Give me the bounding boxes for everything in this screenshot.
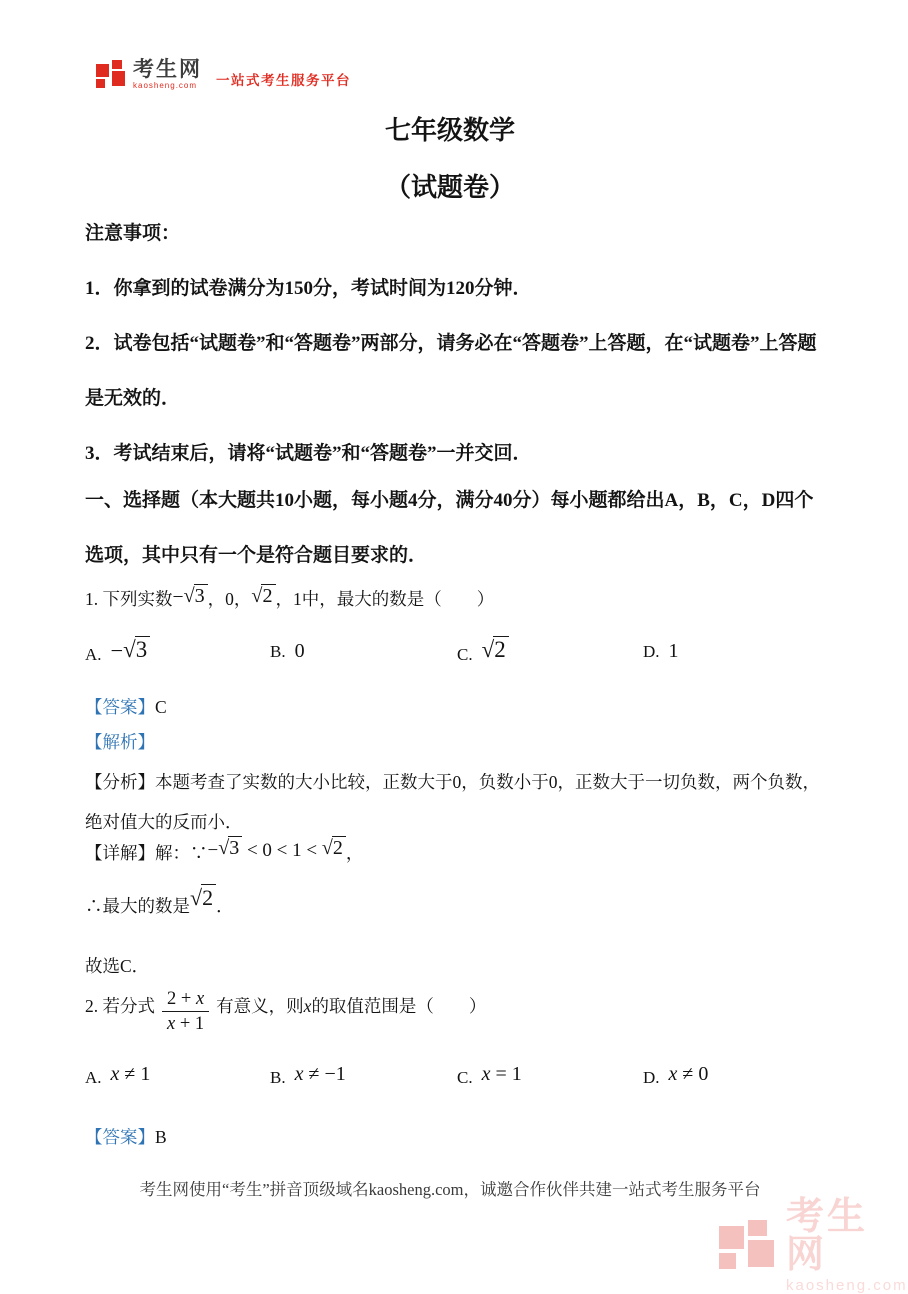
- q1-option-c: [457, 637, 643, 666]
- answer-value: C: [155, 697, 167, 717]
- answer-label: 【答案】: [85, 1127, 155, 1147]
- answer-value: B: [155, 1127, 167, 1147]
- section1-heading: 一、选择题（本大题共10小题，每小题4分，满分40分）每小题都给出A，B，C，D四个选项，其中只有一个是符合题目要求的．: [85, 490, 814, 566]
- q1-option-a: [85, 637, 270, 666]
- option-value: x ≠ 0: [668, 1063, 709, 1085]
- q2-option-c: [457, 1063, 643, 1089]
- notice-item-1: 1．你拿到的试卷满分为150分，考试时间为120分钟．: [85, 278, 532, 299]
- q2-option-a: [85, 1063, 270, 1089]
- option-label: D.: [643, 1068, 660, 1087]
- watermark-logo: [716, 1198, 908, 1293]
- q2-option-b: [270, 1063, 457, 1089]
- q1-jiexi-label: 【解析】: [85, 732, 155, 752]
- q1-option-b: [270, 640, 457, 666]
- option-label: C.: [457, 645, 473, 664]
- q2-answer-line: [85, 1124, 830, 1149]
- notice-item-2: 2．试卷包括“试题卷”和“答题卷”两部分，请务必在“答题卷”上答题，在“试题卷”上答题是无效的．: [85, 333, 817, 409]
- q1-detailed-solution: 【详解】解：∵−√3 < 0 < 1 < √2 ，: [85, 837, 364, 863]
- answer-label: 【答案】: [85, 697, 155, 717]
- q1-options-row: [85, 637, 830, 666]
- brand-name: 考生网: [133, 57, 202, 81]
- q1-conclusion: ∴最大的数是√2 ．: [85, 885, 234, 916]
- brand-tagline: 一站式考生服务平台: [216, 73, 351, 88]
- option-label: D.: [643, 642, 660, 661]
- doc-subtitle: （试题卷）: [384, 173, 515, 202]
- notice-heading: 注意事项：: [85, 223, 181, 244]
- notice-item-3: 3．考试结束后，请将“试题卷”和“答题卷”一并交回．: [85, 443, 532, 464]
- q1-option-d: [643, 640, 830, 666]
- option-value: x ≠ −1: [294, 1063, 346, 1085]
- option-label: B.: [270, 642, 286, 661]
- option-value: 1: [668, 640, 679, 662]
- watermark-domain: kaosheng.com: [786, 1277, 908, 1294]
- kaosheng-logo-icon: [95, 58, 127, 90]
- brand-domain: kaosheng.com: [133, 80, 198, 90]
- option-value: x = 1: [481, 1063, 522, 1085]
- q1-analysis: 【分析】本题考查了实数的大小比较，正数大于0，负数小于0，正数大于一切负数，两个负数，绝对值大的反而小．: [85, 772, 820, 832]
- option-value: 0: [294, 640, 305, 662]
- option-label: A.: [85, 1068, 102, 1087]
- option-label: C.: [457, 1068, 473, 1087]
- option-value: √2: [482, 643, 509, 665]
- q2-option-d: [643, 1063, 830, 1089]
- option-value: −√3: [111, 643, 151, 665]
- option-label: B.: [270, 1068, 286, 1087]
- q2-stem: 2. 若分式 $\frac{2 + x}{x + 1}$ 有意义，则x的取值范围是（ ）: [85, 988, 487, 1034]
- q1-stem: 1. 下列实数−√3 ，0，√2 ，1中，最大的数是（ ）: [85, 585, 495, 609]
- kaosheng-watermark-icon: [716, 1216, 778, 1276]
- header-logo: [95, 58, 351, 90]
- q1-choose-line: 故选C．: [85, 956, 150, 976]
- doc-title: 七年级数学: [384, 116, 515, 145]
- option-value: x ≠ 1: [110, 1063, 151, 1085]
- watermark-name: 考生网: [786, 1196, 869, 1276]
- footer-note: 考生网使用“考生”拼音顶级域名kaosheng.com，诚邀合作伙伴共建一站式考生服务平台: [139, 1180, 761, 1199]
- q1-answer-line: [85, 694, 830, 719]
- q2-options-row: [85, 1063, 830, 1089]
- option-label: A.: [85, 645, 102, 664]
